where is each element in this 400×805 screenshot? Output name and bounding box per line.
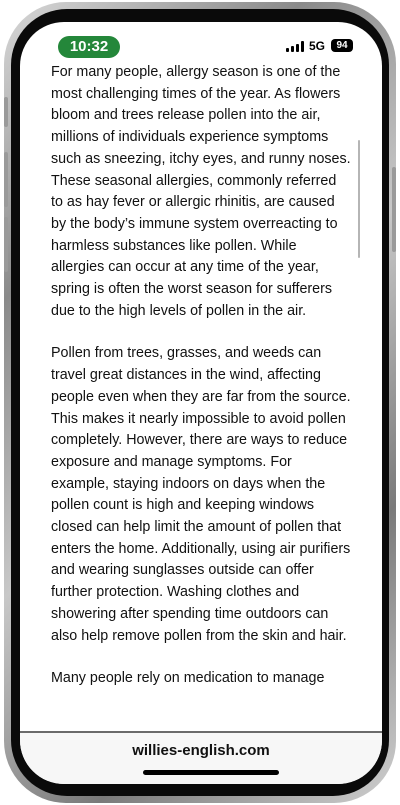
article-body: [51, 62, 351, 711]
article-paragraph: Pollen from trees, grasses, and weeds can travel great distances in the wind, affecting people even when they are far from the source. This makes it nearly impossible to avoid pollen completely. However, there are ways to reduce exposure and manage symptoms. For example, staying indoors on days when the pollen count is high and keeping windows closed can help limit the amount of pollen that enters the home. Additionally, using air purifiers and wearing sunglasses outside can offer further protection. Washing clothes and showering after spending time outdoors can also help remove pollen from the skin and hair.: [51, 345, 351, 644]
volume-down-button: [4, 217, 8, 272]
battery-level: 94: [336, 40, 348, 51]
battery-icon: [331, 39, 353, 52]
network-type-label: 5G: [309, 39, 326, 53]
power-button: [392, 167, 396, 252]
url-text[interactable]: willies-english.com: [132, 742, 270, 759]
mute-switch: [4, 97, 8, 127]
status-bar: [20, 22, 382, 58]
article-paragraph-partial: Many people rely on medication to manage: [51, 670, 325, 687]
cellular-signal-icon: [286, 41, 304, 52]
volume-up-button: [4, 152, 8, 207]
scrollbar-thumb[interactable]: [358, 140, 360, 258]
article-paragraph: For many people, allergy season is one of the most challenging times of the year. As flowers bloom and trees release pollen into the air, millions of individuals experience symptoms such as sneezing, itchy eyes, and runny noses. These seasonal allergies, commonly referred to as hay fever or allergic rhinitis, are caused by the body’s immune system overreacting to harmless substances like pollen. While allergies can occur at any time of the year, spring is often the worst season for sufferers due to the high levels of pollen in the air.: [51, 64, 351, 319]
status-time: 10:32: [58, 36, 120, 58]
